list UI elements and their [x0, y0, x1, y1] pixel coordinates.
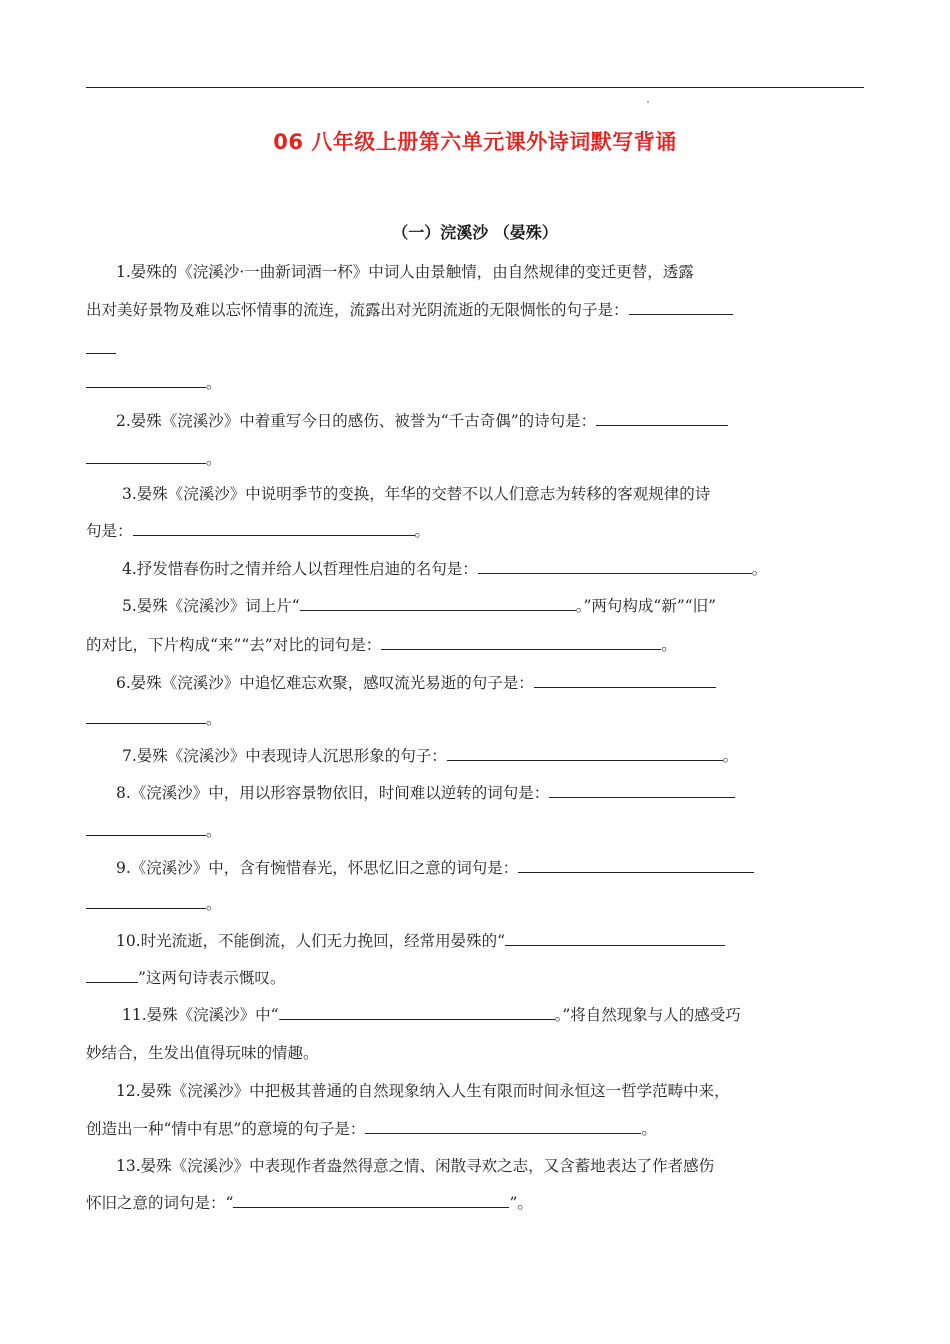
answer-blank[interactable] [86, 339, 116, 354]
question-text: 11.晏殊《浣溪沙》中“ [122, 1006, 279, 1024]
question-text: 句是： [86, 522, 133, 540]
section-title: （一）浣溪沙 （晏殊） [392, 223, 558, 242]
question-10-line-2 [86, 967, 285, 989]
question-6-line-2 [86, 708, 222, 730]
question-text: 12.晏殊《浣溪沙》中把极其普通的自然现象纳入人生有限而时间永恒这一哲学范畴中来， [116, 1082, 730, 1100]
question-text: 。”两句构成“新”“旧” [575, 597, 717, 615]
question-text: 8.《浣溪沙》中，用以形容景物依旧，时间难以逆转的词句是： [116, 784, 550, 802]
question-3-line-2 [86, 520, 430, 542]
question-text: 3.晏殊《浣溪沙》中说明季节的变换，年华的交替不以人们意志为转移的客观规律的诗 [122, 485, 711, 503]
question-text: 怀旧之意的词句是：“ [86, 1194, 234, 1212]
answer-blank[interactable] [300, 596, 576, 611]
answer-blank[interactable] [86, 821, 206, 836]
question-end: 。 [641, 1120, 657, 1138]
answer-blank[interactable] [381, 635, 661, 650]
answer-blank[interactable] [478, 559, 752, 574]
question-1-line-1 [116, 261, 694, 283]
question-13-line-1 [116, 1155, 714, 1177]
question-text: 10.时光流逝，不能倒流，人们无力挽回，经常用晏殊的“ [116, 932, 506, 950]
answer-blank[interactable] [233, 1193, 509, 1208]
question-text: 创造出一种“情中有思”的意境的句子是： [86, 1120, 366, 1138]
answer-blank[interactable] [365, 1119, 641, 1134]
question-1-line-2 [86, 299, 733, 321]
question-text: 4.抒发惜春伤时之情并给人以哲理性启迪的名句是： [122, 560, 478, 578]
decorative-dot [647, 101, 649, 103]
question-1-line-3 [86, 338, 116, 360]
question-1-line-4 [86, 372, 222, 394]
question-text: 出对美好景物及难以忘怀情事的流连，流露出对光阴流逝的无限惆怅的句子是： [86, 301, 629, 319]
question-text: 妙结合，生发出值得玩味的情趣。 [86, 1044, 319, 1062]
question-2-line-1 [116, 410, 728, 432]
question-end: 。 [751, 560, 768, 578]
header-rule [86, 87, 864, 88]
question-11-line-2 [86, 1042, 319, 1064]
question-end: 。 [206, 374, 222, 392]
question-12-line-1 [116, 1080, 730, 1102]
question-end: 。 [414, 522, 431, 540]
question-text: 1.晏殊的《浣溪沙·一曲新词酒一杯》中词人由景触情，由自然规律的变迁更替，透露 [116, 263, 694, 281]
answer-blank[interactable] [549, 783, 735, 798]
question-end: ”。 [509, 1194, 533, 1212]
question-text: 13.晏殊《浣溪沙》中表现作者盎然得意之情、闲散寻欢之志，又含蓄地表达了作者感伤 [116, 1157, 715, 1175]
question-text: 。”将自然现象与人的感受巧 [554, 1006, 741, 1024]
question-9-line-1 [116, 857, 754, 879]
question-12-line-2 [86, 1118, 657, 1140]
answer-blank[interactable] [518, 858, 754, 873]
answer-blank[interactable] [86, 709, 206, 724]
answer-blank[interactable] [86, 894, 206, 909]
answer-blank[interactable] [534, 673, 716, 688]
answer-blank[interactable] [86, 373, 206, 388]
question-2-line-2 [86, 448, 222, 470]
question-text: 5.晏殊《浣溪沙》词上片“ [122, 597, 300, 615]
question-13-line-2 [86, 1192, 533, 1214]
question-text: 2.晏殊《浣溪沙》中着重写今日的感伤、被誉为“千古奇偶”的诗句是： [116, 412, 597, 430]
question-10-line-1 [116, 930, 725, 952]
answer-blank[interactable] [596, 411, 728, 426]
answer-blank[interactable] [133, 521, 415, 536]
question-text: 的对比，下片构成“来”“去”对比的词句是： [86, 636, 382, 654]
question-text: 6.晏殊《浣溪沙》中追忆难忘欢聚，感叹流光易逝的句子是： [116, 674, 534, 692]
question-end: 。 [661, 636, 677, 654]
question-text: 9.《浣溪沙》中，含有惋惜春光，怀思忆旧之意的词句是： [116, 859, 519, 877]
question-6-line-1 [116, 672, 716, 694]
answer-blank[interactable] [279, 1005, 555, 1020]
answer-blank[interactable] [505, 931, 725, 946]
question-9-line-2 [86, 893, 222, 915]
question-end: 。 [206, 450, 222, 468]
answer-blank[interactable] [86, 449, 206, 464]
question-5-line-1 [122, 595, 716, 617]
question-3-line-1 [122, 483, 710, 505]
question-4-line-1 [122, 558, 767, 580]
question-5-line-2 [86, 634, 677, 656]
question-end: 。 [206, 895, 222, 913]
question-end: 。 [722, 747, 739, 765]
answer-blank[interactable] [86, 968, 138, 983]
answer-blank[interactable] [447, 746, 723, 761]
question-11-line-1 [122, 1004, 741, 1026]
question-text: ”这两句诗表示慨叹。 [138, 969, 286, 987]
answer-blank[interactable] [629, 300, 733, 315]
question-text: 7.晏殊《浣溪沙》中表现诗人沉思形象的句子： [122, 747, 447, 765]
question-end: 。 [206, 710, 222, 728]
question-8-line-2 [86, 820, 222, 842]
question-7-line-1 [122, 745, 738, 767]
question-8-line-1 [116, 782, 735, 804]
page-title: 06 八年级上册第六单元课外诗词默写背诵 [273, 130, 677, 154]
question-end: 。 [206, 822, 222, 840]
